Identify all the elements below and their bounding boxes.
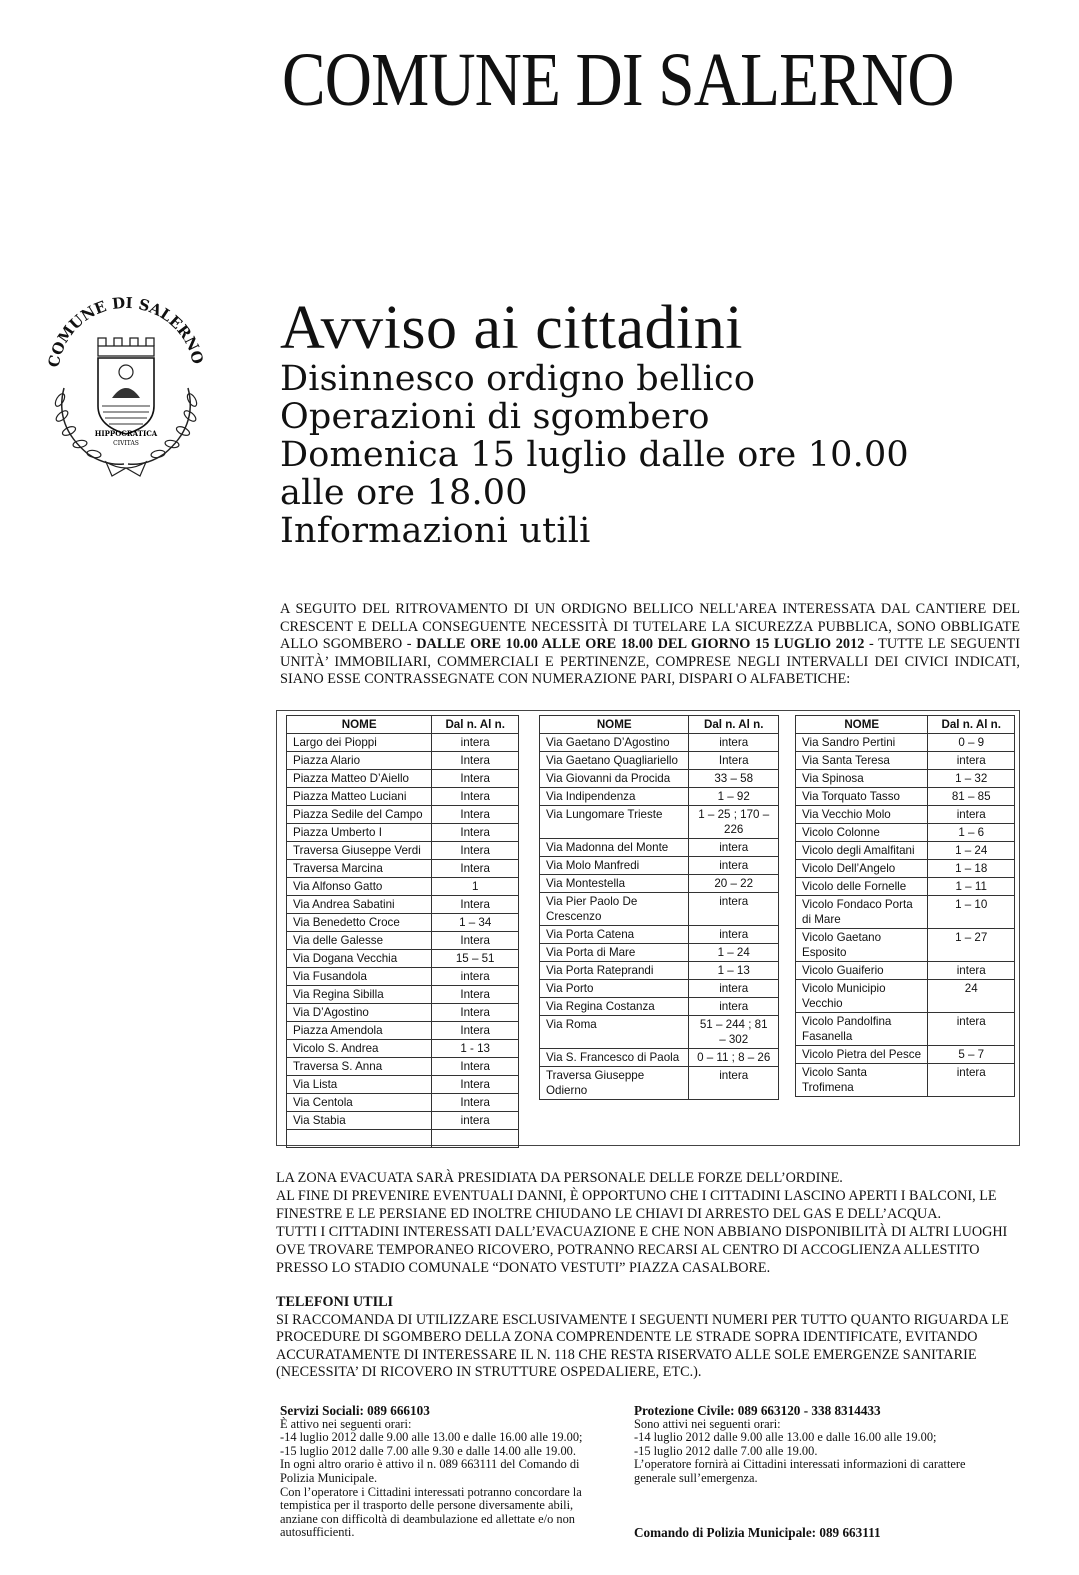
street-name: Via Montestella: [540, 875, 689, 893]
civic-range: 1 – 13: [689, 962, 779, 980]
civic-range: intera: [928, 806, 1015, 824]
street-name: Traversa Giuseppe Verdi: [287, 842, 432, 860]
col-name-header: NOME: [287, 716, 432, 734]
street-name: Via Molo Manfredi: [540, 857, 689, 875]
table-row: [796, 734, 1015, 752]
intro-time-window: DALLE ORE 10.00 ALLE ORE 18.00 DEL GIORNO 15 LUGLIO 2012: [416, 636, 865, 653]
street-name: Largo dei Pioppi: [287, 734, 432, 752]
intro-text-2: - TUTTE LE SEGUENTI UNITÀ’ IMMOBILIARI, COMMERCIALI E PERTINENZE, COMPRESE NEGLI INTERVALLI DEI CIVICI INDICATI, SIANO ESSE CONTRASSEGNATE CON NUMERAZIONE PARI, DISPARI O ALFABETICHE:: [280, 636, 1020, 688]
civic-range: Intera: [689, 752, 779, 770]
civic-range: intera: [928, 1064, 1015, 1097]
street-name: Via Santa Teresa: [796, 752, 928, 770]
table-row: [287, 986, 519, 1004]
civic-range: intera: [689, 980, 779, 998]
civic-range: 0 – 9: [928, 734, 1015, 752]
civic-range: Intera: [432, 1004, 519, 1022]
streets-tables-frame: [276, 710, 1020, 1146]
street-name: Via Regina Sibilla: [287, 986, 432, 1004]
street-name: [287, 1130, 432, 1148]
table-row: [796, 1064, 1015, 1097]
street-name: Traversa Giuseppe Odierno: [540, 1067, 689, 1100]
notice-subtitle-2: Operazioni di sgombero: [280, 397, 710, 437]
street-name: Piazza Amendola: [287, 1022, 432, 1040]
street-name: Vicolo Guaiferio: [796, 962, 928, 980]
civic-range: 1 – 18: [928, 860, 1015, 878]
street-name: Vicolo degli Amalfitani: [796, 842, 928, 860]
street-name: Via Porta Rateprandi: [540, 962, 689, 980]
table-row: [796, 752, 1015, 770]
table-row: [287, 968, 519, 986]
street-name: Via Gaetano D’Agostino: [540, 734, 689, 752]
street-name: Traversa Marcina: [287, 860, 432, 878]
table-row: [287, 1040, 519, 1058]
street-name: Vicolo delle Fornelle: [796, 878, 928, 896]
street-name: Via Porta Catena: [540, 926, 689, 944]
evacuation-info-2: AL FINE DI PREVENIRE EVENTUALI DANNI, È OPPORTUNO CHE I CITTADINI LASCINO APERTI I BALCONI, LE FINESTRE E LE PERSIANE ED INOLTRE CHIUDANO LE CHIAVI DI ARRESTO DEL GAS E DELL’ACQUA.: [276, 1188, 997, 1222]
social-line: In ogni altro orario è attivo il n. 089 663111 del Comando di Polizia Municipale.: [280, 1457, 580, 1485]
table-row: [540, 1049, 779, 1067]
table-row: [287, 1112, 519, 1130]
civic-range: 5 – 7: [928, 1046, 1015, 1064]
street-name: Via Lista: [287, 1076, 432, 1094]
civic-range: 51 – 244 ; 81 – 302: [689, 1016, 779, 1049]
street-name: Via Giovanni da Procida: [540, 770, 689, 788]
social-line: Con l’operatore i Cittadini interessati potranno concordare la tempistica per il trasporto delle persone diversamente abili, anziane con difficoltà di deambulazione ed allettate e/o non autosufficienti.: [280, 1484, 582, 1540]
street-name: Vicolo S. Andrea: [287, 1040, 432, 1058]
civic-range: 15 – 51: [432, 950, 519, 968]
table-row: [287, 1076, 519, 1094]
table-row: [287, 1004, 519, 1022]
table-row: [796, 878, 1015, 896]
street-name: Via Stabia: [287, 1112, 432, 1130]
table-row: [287, 806, 519, 824]
col-range-header: Dal n. Al n.: [928, 716, 1015, 734]
civic-range: 1 – 25 ; 170 – 226: [689, 806, 779, 839]
evacuation-info: [276, 1169, 1021, 1277]
civil-line: -14 luglio 2012 dalle 9.00 alle 13.00 e dalle 16.00 alle 19.00;: [634, 1430, 937, 1445]
civil-line: -15 luglio 2012 dalle 7.00 alle 19.00.: [634, 1443, 818, 1458]
social-line: -15 luglio 2012 dalle 7.00 alle 9.30 e dalle 14.00 alle 19.00.: [280, 1443, 576, 1458]
civic-range: intera: [689, 998, 779, 1016]
civic-range: Intera: [432, 896, 519, 914]
table-row: [796, 860, 1015, 878]
street-name: Via Lungomare Trieste: [540, 806, 689, 839]
civic-range: Intera: [432, 860, 519, 878]
civic-range: intera: [689, 857, 779, 875]
table-row: [540, 962, 779, 980]
table-row: [540, 734, 779, 752]
civil-line: L’operatore fornirà ai Cittadini interessati informazioni di carattere generale sull’emergenza.: [634, 1457, 966, 1485]
civic-range: 1 – 34: [432, 914, 519, 932]
col-range-header: Dal n. Al n.: [689, 716, 779, 734]
street-name: Piazza Matteo Luciani: [287, 788, 432, 806]
street-name: Via D’Agostino: [287, 1004, 432, 1022]
col-range-header: Dal n. Al n.: [432, 716, 519, 734]
useful-phones-section: [276, 1294, 1021, 1382]
civic-range: intera: [928, 752, 1015, 770]
street-name: Piazza Umberto I: [287, 824, 432, 842]
street-name: Via Spinosa: [796, 770, 928, 788]
civic-range: 1 – 10: [928, 896, 1015, 929]
notice-heading: [280, 296, 1040, 550]
street-name: Via Gaetano Quagliariello: [540, 752, 689, 770]
logo-ring-text: COMUNE DI SALERNO: [44, 296, 207, 369]
street-name: Via S. Francesco di Paola: [540, 1049, 689, 1067]
civil-line: Sono attivi nei seguenti orari:: [634, 1416, 781, 1431]
street-name: Via Porto: [540, 980, 689, 998]
social-services-info: [280, 1404, 610, 1540]
notice-subtitle-3: Domenica 15 luglio dalle ore 10.00: [280, 435, 909, 475]
social-line: È attivo nei seguenti orari:: [280, 1416, 412, 1431]
street-name: Via Andrea Sabatini: [287, 896, 432, 914]
civic-range: Intera: [432, 1094, 519, 1112]
street-name: Via Fusandola: [287, 968, 432, 986]
street-name: Via Roma: [540, 1016, 689, 1049]
notice-subtitle-4: alle ore 18.00: [280, 473, 528, 513]
civic-range: Intera: [432, 932, 519, 950]
civic-range: intera: [928, 962, 1015, 980]
table-row: [796, 1013, 1015, 1046]
street-name: Vicolo Gaetano Esposito: [796, 929, 928, 962]
notice-title: Avviso ai cittadini: [280, 294, 743, 362]
table-row: [540, 752, 779, 770]
civic-range: 1 – 6: [928, 824, 1015, 842]
civic-range: Intera: [432, 824, 519, 842]
street-name: Piazza Alario: [287, 752, 432, 770]
useful-phones-text: SI RACCOMANDA DI UTILIZZARE ESCLUSIVAMENTE I SEGUENTI NUMERI PER TUTTO QUANTO RIGUARDA LE PROCEDURE DI SGOMBERO DELLA ZONA COMPRENDENTE LE STRADE SOPRA IDENTIFICATE, EVITANDO ACCURATAMENTE DI INTERESSARE IL N. 118 CHE RESTA RISERVATO ALLE SOLE EMERGENZE SANITARIE (NECESSITA’ DI RICOVERO IN STRUTTURE OSPEDALIERE, ETC.).: [276, 1311, 1009, 1381]
civic-range: intera: [432, 734, 519, 752]
civil-protection-heading: Protezione Civile: 089 663120 - 338 8314433: [634, 1403, 881, 1418]
table-row: [796, 842, 1015, 860]
civic-range: intera: [689, 839, 779, 857]
evacuation-info-1: LA ZONA EVACUATA SARÀ PRESIDIATA DA PERSONALE DELLE FORZE DELL’ORDINE.: [276, 1170, 843, 1186]
civic-range: 1 – 32: [928, 770, 1015, 788]
table-row: [796, 929, 1015, 962]
street-name: Via Dogana Vecchia: [287, 950, 432, 968]
civic-range: 1 – 24: [928, 842, 1015, 860]
org-title: COMUNE DI SALERNO: [282, 38, 954, 122]
municipal-police-contact: Comando di Polizia Municipale: 089 663111: [634, 1525, 881, 1540]
table-row: [287, 878, 519, 896]
streets-table-3: [795, 715, 1015, 1097]
civic-range: 0 – 11 ; 8 – 26: [689, 1049, 779, 1067]
street-name: Via Madonna del Monte: [540, 839, 689, 857]
street-name: Via Indipendenza: [540, 788, 689, 806]
civic-range: 33 – 58: [689, 770, 779, 788]
table-row: [540, 893, 779, 926]
civic-range: intera: [689, 893, 779, 926]
street-name: Vicolo Pandolfina Fasanella: [796, 1013, 928, 1046]
table-row: [287, 914, 519, 932]
table-row: [540, 926, 779, 944]
table-row: [796, 806, 1015, 824]
evacuation-info-3: TUTTI I CITTADINI INTERESSATI DALL’EVACUAZIONE E CHE NON ABBIANO DISPONIBILITÀ DI ALTRI LUOGHI OVE TROVARE TEMPORANEO RICOVERO, POTRANNO RECARSI AL CENTRO DI ACCOGLIENZA ALLESTITO PRESSO LO STADIO COMUNALE “DONATO VESTUTI” PIAZZA CASALBORE.: [276, 1224, 1008, 1276]
table-row: [796, 770, 1015, 788]
civic-range: 1 – 24: [689, 944, 779, 962]
street-name: Vicolo Dell’Angelo: [796, 860, 928, 878]
street-name: Vicolo Fondaco Porta di Mare: [796, 896, 928, 929]
table-row: [287, 1094, 519, 1112]
table-row: [287, 842, 519, 860]
table-row: [796, 962, 1015, 980]
table-row: [540, 806, 779, 839]
street-name: Vicolo Pietra del Pesce: [796, 1046, 928, 1064]
table-row: [796, 788, 1015, 806]
civic-range: Intera: [432, 770, 519, 788]
table-row: [540, 1016, 779, 1049]
streets-table-2: [539, 715, 779, 1100]
street-name: Traversa S. Anna: [287, 1058, 432, 1076]
table-row: [287, 860, 519, 878]
civic-range: Intera: [432, 788, 519, 806]
table-row: [540, 857, 779, 875]
civic-range: [432, 1130, 519, 1148]
street-name: Via Alfonso Gatto: [287, 878, 432, 896]
streets-table-1: [286, 715, 519, 1148]
civic-range: Intera: [432, 1022, 519, 1040]
civic-range: intera: [689, 1067, 779, 1100]
civic-range: Intera: [432, 752, 519, 770]
civic-range: Intera: [432, 842, 519, 860]
street-name: Via Benedetto Croce: [287, 914, 432, 932]
civic-range: Intera: [432, 1076, 519, 1094]
street-name: Piazza Matteo D’Aiello: [287, 770, 432, 788]
civic-range: 81 – 85: [928, 788, 1015, 806]
col-name-header: NOME: [540, 716, 689, 734]
table-row: [287, 824, 519, 842]
civic-range: 1 – 27: [928, 929, 1015, 962]
table-row: [287, 950, 519, 968]
civic-range: intera: [432, 1112, 519, 1130]
street-name: Via delle Galesse: [287, 932, 432, 950]
civic-range: Intera: [432, 806, 519, 824]
table-row: [287, 1058, 519, 1076]
civic-range: intera: [432, 968, 519, 986]
table-row: [540, 998, 779, 1016]
table-row: [287, 1130, 519, 1148]
table-row: [796, 824, 1015, 842]
table-row: [287, 734, 519, 752]
logo-motto-line2: CIVITAS: [113, 440, 139, 447]
street-name: Piazza Sedile del Campo: [287, 806, 432, 824]
civic-range: 24: [928, 980, 1015, 1013]
civic-range: 1 – 92: [689, 788, 779, 806]
civic-range: 20 – 22: [689, 875, 779, 893]
table-row: [287, 896, 519, 914]
street-name: Via Pier Paolo De Crescenzo: [540, 893, 689, 926]
notice-subtitle-1: Disinnesco ordigno bellico: [280, 359, 756, 399]
civic-range: intera: [689, 926, 779, 944]
intro-text-1: A SEGUITO DEL RITROVAMENTO DI UN ORDIGNO BELLICO NELL'AREA INTERESSATA DAL CANTIERE DEL CRESCENT E DELLA CONSEGUENTE NECESSITÀ DI TUTELARE LA SICUREZZA PUBBLICA, SONO OBBLIGATE ALLO SGOMBERO -: [280, 601, 1020, 653]
table-row: [287, 1022, 519, 1040]
coat-of-arms-icon: [36, 296, 216, 486]
social-services-heading: Servizi Sociali: 089 666103: [280, 1403, 430, 1418]
notice-subtitle-5: Informazioni utili: [280, 511, 591, 551]
table-row: [540, 788, 779, 806]
logo-motto-line1: HIPPOCRATICA: [94, 429, 158, 438]
civic-range: Intera: [432, 986, 519, 1004]
street-name: Via Centola: [287, 1094, 432, 1112]
street-name: Vicolo Colonne: [796, 824, 928, 842]
civic-range: 1 – 11: [928, 878, 1015, 896]
civic-range: intera: [928, 1013, 1015, 1046]
table-row: [540, 1067, 779, 1100]
city-coat-of-arms-logo: [36, 296, 216, 486]
table-row: [796, 896, 1015, 929]
table-row: [540, 875, 779, 893]
street-name: Vicolo Santa Trofimena: [796, 1064, 928, 1097]
table-row: [540, 770, 779, 788]
civic-range: intera: [689, 734, 779, 752]
useful-phones-heading: TELEFONI UTILI: [276, 1294, 394, 1310]
street-name: Via Regina Costanza: [540, 998, 689, 1016]
table-row: [540, 839, 779, 857]
table-row: [796, 980, 1015, 1013]
table-row: [287, 932, 519, 950]
table-row: [540, 980, 779, 998]
col-name-header: NOME: [796, 716, 928, 734]
civic-range: 1: [432, 878, 519, 896]
street-name: Via Sandro Pertini: [796, 734, 928, 752]
civil-protection-info: [634, 1404, 994, 1486]
intro-paragraph: [280, 601, 1020, 689]
civic-range: 1 - 13: [432, 1040, 519, 1058]
street-name: Via Porta di Mare: [540, 944, 689, 962]
table-row: [287, 770, 519, 788]
table-row: [287, 752, 519, 770]
civic-range: Intera: [432, 1058, 519, 1076]
street-name: Via Vecchio Molo: [796, 806, 928, 824]
table-row: [540, 944, 779, 962]
table-row: [796, 1046, 1015, 1064]
table-row: [287, 788, 519, 806]
street-name: Vicolo Municipio Vecchio: [796, 980, 928, 1013]
social-line: -14 luglio 2012 dalle 9.00 alle 13.00 e dalle 16.00 alle 19.00;: [280, 1430, 583, 1445]
street-name: Via Torquato Tasso: [796, 788, 928, 806]
